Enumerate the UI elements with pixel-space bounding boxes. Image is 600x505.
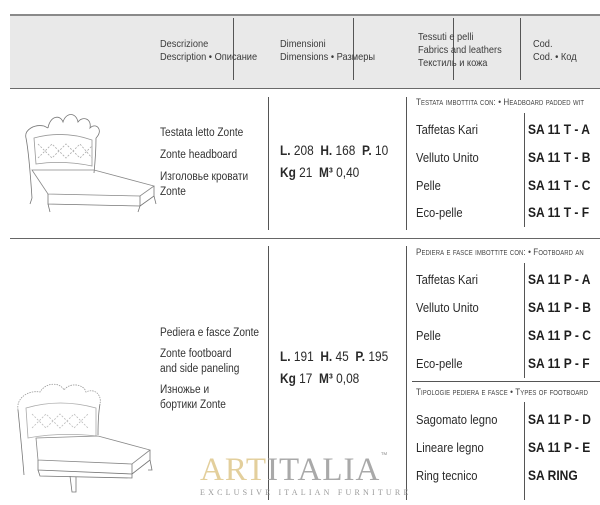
description-ru: Изголовье кровати bbox=[160, 171, 249, 183]
brand-logo bbox=[200, 452, 387, 489]
column-divider bbox=[406, 97, 407, 230]
column-divider bbox=[524, 402, 525, 500]
volume-value: 0,40 bbox=[336, 165, 360, 180]
product-code: SA 11 P - B bbox=[528, 299, 591, 315]
height-label: H. bbox=[320, 349, 333, 364]
description-en-2: and side paneling bbox=[160, 363, 240, 375]
description-it: Pediera e fasce Zonte bbox=[160, 327, 260, 339]
height-value: 168 bbox=[335, 143, 356, 158]
volume-label: M³ bbox=[318, 165, 333, 180]
header-code-it: Cod. bbox=[533, 38, 553, 50]
full-bed-drawing-icon bbox=[10, 380, 155, 500]
volume-value: 0,08 bbox=[336, 371, 360, 386]
description-ru-2: бортики Zonte bbox=[160, 399, 226, 411]
product-dimensions bbox=[280, 349, 388, 386]
footboard-type-name: Ring tecnico bbox=[416, 468, 478, 483]
header-code-en-ru: Cod. • Код bbox=[533, 51, 577, 63]
description-en: Zonte footboard bbox=[160, 348, 232, 360]
depth-label: P. bbox=[355, 349, 366, 364]
fabric-name: Velluto Unito bbox=[416, 150, 479, 165]
logo-art: ART bbox=[200, 452, 268, 488]
length-label: L. bbox=[280, 143, 291, 158]
depth-value: 10 bbox=[374, 143, 389, 158]
column-divider bbox=[524, 113, 525, 227]
footboard-type-name: Sagomato legno bbox=[416, 412, 498, 427]
header-dimensions-it: Dimensioni bbox=[280, 38, 326, 50]
header-fabrics-en: Fabrics and leathers bbox=[418, 44, 502, 56]
fabric-name: Pelle bbox=[416, 178, 441, 193]
column-divider bbox=[524, 263, 525, 378]
product-code: SA 11 T - C bbox=[528, 177, 591, 193]
fabric-name: Eco-pelle bbox=[416, 356, 463, 371]
product-code: SA 11 P - A bbox=[528, 271, 591, 287]
depth-label: P. bbox=[361, 143, 372, 158]
fabric-name: Velluto Unito bbox=[416, 300, 479, 315]
length-value: 208 bbox=[293, 143, 314, 158]
weight-value: 21 bbox=[299, 165, 313, 180]
header-description bbox=[160, 38, 257, 64]
section-title: Pediera e fasce imbottite con: • Footboard an bbox=[416, 247, 584, 258]
subsection-separator bbox=[412, 381, 600, 382]
fabric-name: Eco-pelle bbox=[416, 205, 463, 220]
headboard-bed-drawing-icon bbox=[8, 108, 158, 213]
description-ru-2: Zonte bbox=[160, 186, 186, 198]
trademark-symbol: ™ bbox=[380, 452, 388, 459]
description-it: Testata letto Zonte bbox=[160, 127, 244, 139]
logo-tagline: EXCLUSIVE ITALIAN FURNITURE bbox=[200, 488, 412, 497]
weight-value: 17 bbox=[299, 371, 313, 386]
header-code bbox=[533, 38, 577, 64]
section-title: Testata imbottita con: • Headboard padded wit bbox=[416, 97, 585, 108]
header-dimensions-en-ru: Dimensions • Размеры bbox=[280, 51, 376, 63]
header-fabrics-ru: Текстиль и кожа bbox=[418, 57, 488, 69]
header-fabrics bbox=[418, 31, 502, 70]
volume-label: M³ bbox=[318, 371, 333, 386]
product-code: SA 11 T - B bbox=[528, 149, 591, 165]
fabric-name: Taffetas Kari bbox=[416, 272, 478, 287]
weight-label: Kg bbox=[280, 165, 296, 180]
product-code: SA 11 P - D bbox=[528, 411, 591, 427]
header-divider bbox=[520, 18, 521, 80]
description-ru: Изножье и bbox=[160, 384, 210, 396]
length-label: L. bbox=[280, 349, 291, 364]
fabric-name: Pelle bbox=[416, 328, 441, 343]
product-code: SA 11 P - C bbox=[528, 327, 591, 343]
product-description bbox=[160, 126, 248, 200]
logo-italia: ITALIA bbox=[267, 452, 381, 488]
row-separator bbox=[10, 238, 600, 239]
product-code: SA 11 T - A bbox=[528, 121, 591, 137]
section-title: Tipologie pediera e fasce • Types of footboard bbox=[416, 387, 589, 398]
height-label: H. bbox=[320, 143, 333, 158]
product-code: SA 11 P - E bbox=[528, 439, 591, 455]
length-value: 191 bbox=[293, 349, 314, 364]
column-divider bbox=[406, 246, 407, 500]
product-code: SA RING bbox=[528, 467, 578, 483]
header-description-en-ru: Description • Описание bbox=[160, 51, 258, 63]
header-fabrics-it: Tessuti e pelli bbox=[418, 31, 474, 43]
product-code: SA 11 P - F bbox=[528, 355, 590, 371]
header-description-it: Descrizione bbox=[160, 38, 209, 50]
header-dimensions bbox=[280, 38, 375, 64]
product-description bbox=[160, 326, 259, 413]
column-divider bbox=[268, 97, 269, 230]
height-value: 45 bbox=[335, 349, 349, 364]
weight-label: Kg bbox=[280, 371, 296, 386]
description-en: Zonte headboard bbox=[160, 149, 238, 161]
product-dimensions bbox=[280, 143, 388, 180]
fabric-name: Taffetas Kari bbox=[416, 122, 478, 137]
product-code: SA 11 T - F bbox=[528, 204, 590, 220]
depth-value: 195 bbox=[368, 349, 389, 364]
footboard-type-name: Lineare legno bbox=[416, 440, 484, 455]
